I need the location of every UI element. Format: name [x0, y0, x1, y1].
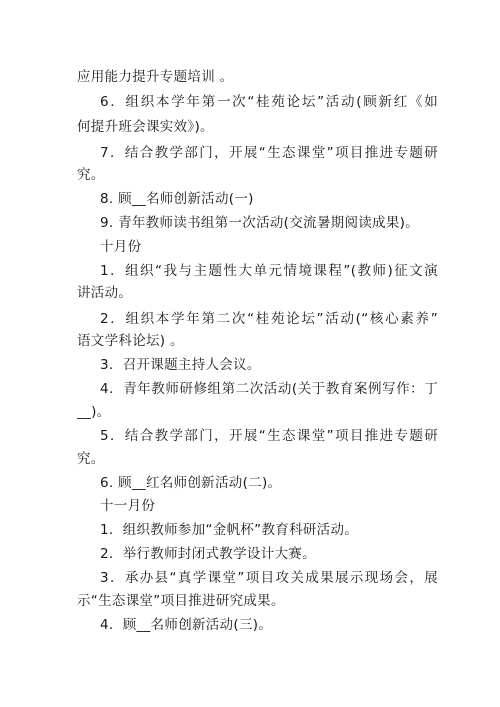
section-heading: 十月份: [100, 239, 142, 255]
text-line: 1．组织“我与主题性大单元情境课程”(教师)征文演: [100, 263, 438, 279]
text-line: 6. 顾__红名师创新活动(二)。: [100, 475, 282, 491]
text-line: 1．组织教师参加“金帆杯”教育科研活动。: [100, 522, 359, 538]
text-line: 4．顾__名师创新活动(三)。: [100, 617, 273, 633]
text-line: __)。: [77, 404, 111, 420]
text-line: 3．承办县“真学课堂”项目攻关成果展示现场会，展: [100, 570, 438, 586]
text-line: 示“生态课堂”项目推进研究成果。: [77, 593, 285, 609]
text-line: 何提升班会课实效》)。: [77, 119, 214, 135]
section-heading: 十一月份: [100, 498, 156, 514]
text-line: 讲活动。: [77, 285, 133, 301]
text-line: 6．组织本学年第一次“桂苑论坛”活动(顾新红《如: [100, 94, 438, 110]
text-line: 8. 顾__名师创新活动(一): [100, 191, 254, 207]
text-line: 应用能力提升专题培训 。: [77, 69, 234, 85]
text-line: 究。: [77, 167, 105, 183]
text-line: 4．青年教师研修组第二次活动(关于教育案例写作：丁: [100, 381, 438, 397]
text-line: 2．组织本学年第二次“桂苑论坛”活动(“核心素养”: [100, 311, 438, 327]
text-line: 3．召开课题主持人会议。: [100, 357, 261, 373]
text-line: 9. 青年教师读书组第一次活动(交流暑期阅读成果)。: [100, 215, 420, 231]
text-line: 5．结合教学部门，开展“生态课堂”项目推进专题研: [100, 428, 438, 444]
text-line: 究。: [77, 451, 105, 467]
text-line: 语文学科论坛) 。: [77, 333, 184, 349]
text-line: 2．举行教师封闭式教学设计大赛。: [100, 546, 316, 562]
text-line: 7．结合教学部门，开展“生态课堂”项目推进专题研: [100, 145, 438, 161]
